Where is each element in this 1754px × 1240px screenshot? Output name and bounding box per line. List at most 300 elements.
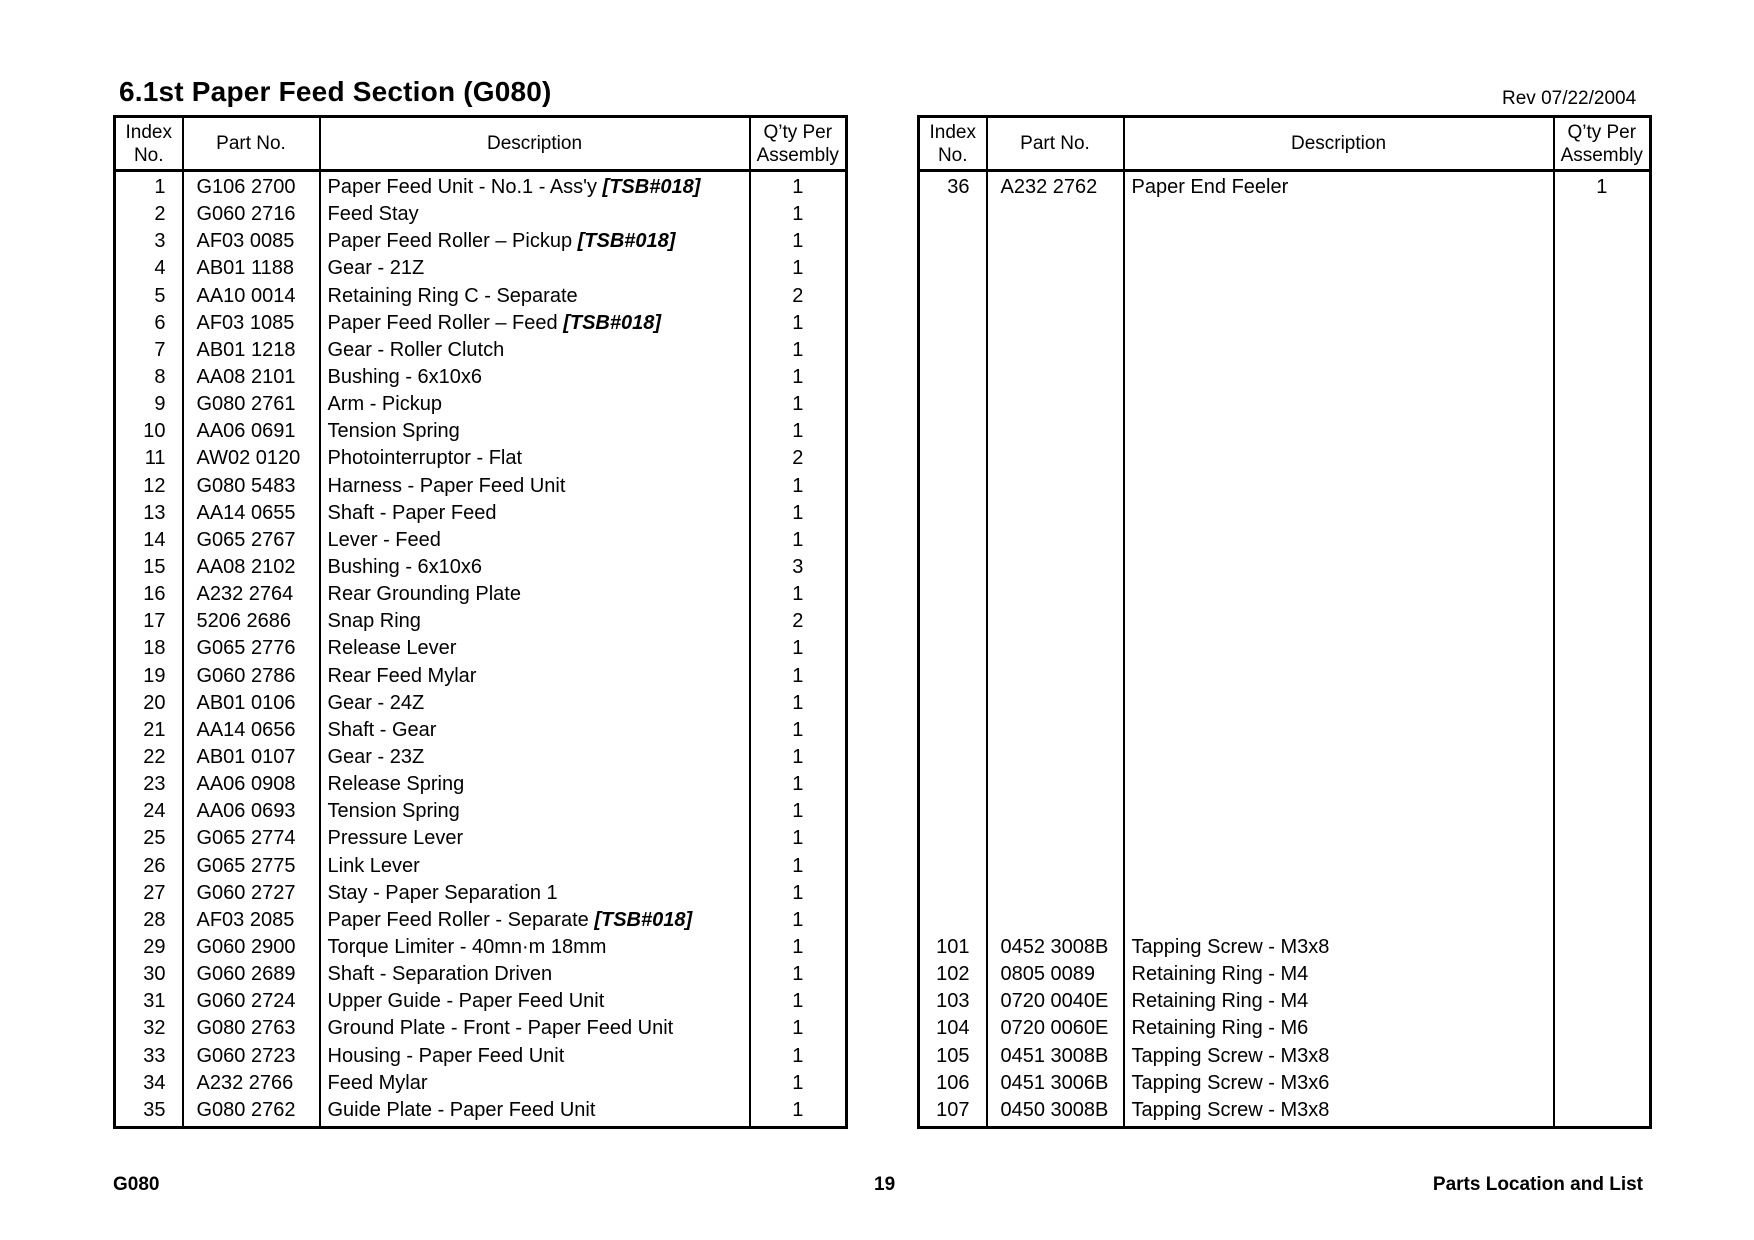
quantity-cell: 1 (750, 1015, 847, 1042)
part-number-cell (987, 527, 1124, 554)
table-row (115, 880, 847, 907)
quantity-cell (1554, 255, 1651, 282)
index-cell (919, 391, 987, 418)
part-number-cell (987, 771, 1124, 798)
description-cell (1124, 771, 1554, 798)
table-row (919, 391, 1651, 418)
description-cell (1124, 907, 1554, 934)
table-row (115, 337, 847, 364)
index-cell (919, 310, 987, 337)
quantity-cell (1554, 418, 1651, 445)
quantity-cell (1554, 825, 1651, 852)
description-text: Stay - Paper Separation 1 (327, 881, 558, 904)
index-cell: 21 (143, 718, 166, 741)
description-text: Rear Feed Mylar (327, 664, 477, 687)
description-cell (1124, 853, 1554, 880)
index-cell (919, 608, 987, 635)
index-cell: 16 (143, 583, 166, 606)
description-text: Retaining Ring - M4 (1131, 963, 1309, 986)
part-number-cell: G106 2700 (183, 171, 320, 202)
part-number-cell: 0451 3008B (987, 1043, 1124, 1070)
description-cell (1124, 337, 1554, 364)
description-cell (320, 364, 750, 391)
quantity-cell (1554, 201, 1651, 228)
quantity-cell: 2 (750, 445, 847, 472)
index-cell: 11 (144, 447, 166, 470)
description-text: Housing - Paper Feed Unit (327, 1044, 565, 1067)
revision-date: Rev 07/22/2004 (1502, 88, 1637, 109)
description-cell (1124, 934, 1554, 961)
table-row (919, 1043, 1651, 1070)
index-cell (919, 581, 987, 608)
index-cell: 2 (154, 203, 166, 226)
table-row (919, 500, 1651, 527)
part-number-cell: A232 2766 (183, 1070, 320, 1097)
description-cell (320, 934, 750, 961)
part-number-cell: AW02 0120 (183, 445, 320, 472)
table-row (919, 988, 1651, 1015)
description-cell (320, 717, 750, 744)
part-number-cell: 5206 2686 (183, 608, 320, 635)
quantity-cell (1554, 744, 1651, 771)
index-cell: 31 (143, 990, 166, 1013)
footer-page-number: 19 (874, 1174, 896, 1195)
index-cell: 14 (143, 528, 166, 551)
part-number-cell: G060 2716 (183, 201, 320, 228)
description-cell (1124, 961, 1554, 988)
table-row (919, 1070, 1651, 1097)
description-text: Arm - Pickup (327, 393, 442, 416)
quantity-cell: 1 (750, 690, 847, 717)
quantity-cell (1554, 554, 1651, 581)
description-text: Feed Stay (327, 203, 419, 226)
part-number-cell: AA06 0908 (183, 771, 320, 798)
quantity-cell: 1 (750, 825, 847, 852)
part-number-cell (987, 581, 1124, 608)
header-description: Description (1124, 117, 1554, 171)
quantity-cell: 1 (750, 717, 847, 744)
table-row (919, 1097, 1651, 1128)
part-number-cell: AF03 1085 (183, 310, 320, 337)
part-number-cell: 0720 0040E (987, 988, 1124, 1015)
part-number-cell (987, 635, 1124, 662)
description-text: Lever - Feed (327, 528, 441, 551)
description-cell (1124, 1043, 1554, 1070)
quantity-cell (1554, 961, 1651, 988)
index-cell (919, 418, 987, 445)
part-number-cell (987, 283, 1124, 310)
table-row (919, 690, 1651, 717)
part-number-cell (987, 310, 1124, 337)
table-row (919, 527, 1651, 554)
index-cell (919, 255, 987, 282)
part-number-cell: AF03 0085 (183, 228, 320, 255)
index-cell: 27 (143, 881, 166, 904)
quantity-cell: 2 (750, 283, 847, 310)
description-cell (320, 310, 750, 337)
description-text: Snap Ring (327, 610, 421, 633)
index-cell: 9 (154, 393, 166, 416)
table-row (115, 635, 847, 662)
description-text: Link Lever (327, 854, 420, 877)
description-cell (1124, 608, 1554, 635)
header-qty: Q’ty Per Assembly (750, 117, 847, 171)
index-cell (919, 527, 987, 554)
quantity-cell (1554, 364, 1651, 391)
description-cell (320, 201, 750, 228)
description-cell (1124, 880, 1554, 907)
part-number-cell (987, 418, 1124, 445)
part-number-cell: G065 2767 (183, 527, 320, 554)
quantity-cell (1554, 934, 1651, 961)
table-row (919, 201, 1651, 228)
table-row (115, 201, 847, 228)
table-row (919, 907, 1651, 934)
description-text: Paper Feed Roller – Pickup (327, 230, 578, 253)
part-number-cell: AA08 2102 (183, 554, 320, 581)
quantity-cell (1554, 690, 1651, 717)
description-cell (1124, 473, 1554, 500)
part-number-cell: AA14 0656 (183, 717, 320, 744)
table-row (919, 171, 1651, 202)
description-cell (1124, 364, 1554, 391)
part-number-cell: AB01 1188 (183, 255, 320, 282)
part-number-cell: 0450 3008B (987, 1097, 1124, 1128)
quantity-cell: 1 (750, 663, 847, 690)
table-row (919, 635, 1651, 662)
quantity-cell: 1 (750, 255, 847, 282)
index-cell (919, 473, 987, 500)
table-row (115, 310, 847, 337)
part-number-cell: G060 2724 (183, 988, 320, 1015)
parts-table-left (113, 115, 848, 1129)
index-cell: 106 (936, 1071, 970, 1094)
description-cell (1124, 201, 1554, 228)
table-header-row (115, 117, 847, 171)
index-cell: 20 (143, 691, 166, 714)
quantity-cell: 1 (750, 961, 847, 988)
quantity-cell: 1 (750, 391, 847, 418)
description-text: Paper Feed Roller - Separate (327, 908, 595, 931)
description-cell (320, 500, 750, 527)
description-cell (1124, 283, 1554, 310)
table-row (919, 1015, 1651, 1042)
part-number-cell: AA10 0014 (183, 283, 320, 310)
index-cell: 36 (947, 176, 970, 199)
index-cell: 104 (936, 1017, 970, 1040)
table-row (919, 364, 1651, 391)
index-cell (919, 771, 987, 798)
quantity-cell: 1 (750, 988, 847, 1015)
description-text: Paper End Feeler (1131, 176, 1289, 199)
index-cell (919, 635, 987, 662)
part-number-cell: G080 2761 (183, 391, 320, 418)
description-text: Shaft - Separation Driven (327, 963, 553, 986)
quantity-cell: 1 (750, 1097, 847, 1128)
index-cell: 7 (154, 338, 166, 361)
description-text: Upper Guide - Paper Feed Unit (327, 990, 605, 1013)
quantity-cell: 1 (750, 880, 847, 907)
description-text: Shaft - Gear (327, 718, 437, 741)
table-row (115, 663, 847, 690)
description-cell (1124, 418, 1554, 445)
quantity-cell (1554, 581, 1651, 608)
table-row (919, 473, 1651, 500)
description-cell (320, 228, 750, 255)
quantity-cell (1554, 391, 1651, 418)
description-cell (320, 798, 750, 825)
description-text: Bushing - 6x10x6 (327, 556, 483, 579)
table-row (919, 961, 1651, 988)
table-row (919, 744, 1651, 771)
table-row (919, 581, 1651, 608)
description-cell (320, 554, 750, 581)
description-cell (1124, 171, 1554, 202)
description-cell (320, 473, 750, 500)
description-text: Gear - 24Z (327, 691, 425, 714)
part-number-cell: A232 2762 (987, 171, 1124, 202)
description-text: Retaining Ring - M6 (1131, 1017, 1309, 1040)
index-cell: 102 (936, 963, 970, 986)
description-text: Retaining Ring - M4 (1131, 990, 1309, 1013)
quantity-cell (1554, 907, 1651, 934)
index-cell: 15 (143, 556, 166, 579)
tsb-reference: [TSB#018] (577, 230, 676, 253)
description-cell (320, 608, 750, 635)
description-text: Pressure Lever (327, 827, 464, 850)
table-row (115, 907, 847, 934)
quantity-cell (1554, 717, 1651, 744)
index-cell: 26 (143, 854, 166, 877)
description-text: Gear - 23Z (327, 746, 425, 769)
description-cell (320, 690, 750, 717)
part-number-cell (987, 445, 1124, 472)
index-cell: 6 (154, 311, 166, 334)
index-cell (919, 337, 987, 364)
quantity-cell (1554, 663, 1651, 690)
description-cell (320, 337, 750, 364)
description-cell (1124, 1097, 1554, 1128)
index-cell (919, 744, 987, 771)
description-cell (1124, 825, 1554, 852)
table-row (919, 663, 1651, 690)
table-row (115, 391, 847, 418)
quantity-cell: 1 (750, 853, 847, 880)
part-number-cell: AB01 1218 (183, 337, 320, 364)
quantity-cell (1554, 500, 1651, 527)
index-cell: 35 (143, 1098, 166, 1121)
part-number-cell: 0451 3006B (987, 1070, 1124, 1097)
part-number-cell: G065 2774 (183, 825, 320, 852)
part-number-cell (987, 825, 1124, 852)
quantity-cell: 1 (1554, 171, 1651, 202)
index-cell: 3 (154, 230, 166, 253)
part-number-cell: AB01 0107 (183, 744, 320, 771)
part-number-cell: G080 2763 (183, 1015, 320, 1042)
part-number-cell (987, 201, 1124, 228)
index-cell: 17 (143, 610, 166, 633)
part-number-cell: AA14 0655 (183, 500, 320, 527)
description-cell (320, 1043, 750, 1070)
description-text: Guide Plate - Paper Feed Unit (327, 1098, 596, 1121)
index-cell: 29 (143, 936, 166, 958)
part-number-cell: AA08 2101 (183, 364, 320, 391)
table-row (919, 337, 1651, 364)
quantity-cell (1554, 880, 1651, 907)
table-row (919, 554, 1651, 581)
part-number-cell (987, 798, 1124, 825)
table-row (115, 500, 847, 527)
part-number-cell (987, 255, 1124, 282)
index-cell: 12 (143, 474, 166, 497)
description-cell (320, 907, 750, 934)
description-cell (1124, 1015, 1554, 1042)
page-title: 6.1st Paper Feed Section (G080) (119, 76, 552, 107)
description-cell (1124, 527, 1554, 554)
header-description: Description (320, 117, 750, 171)
part-number-cell: 0720 0060E (987, 1015, 1124, 1042)
part-number-cell (987, 853, 1124, 880)
quantity-cell: 1 (750, 171, 847, 202)
description-cell (320, 961, 750, 988)
index-cell: 101 (936, 936, 970, 958)
description-cell (320, 635, 750, 662)
part-number-cell (987, 690, 1124, 717)
quantity-cell (1554, 1015, 1651, 1042)
table-row (115, 283, 847, 310)
index-cell (919, 201, 987, 228)
header-qty: Q’ty Per Assembly (1554, 117, 1651, 171)
quantity-cell (1554, 527, 1651, 554)
description-cell (320, 771, 750, 798)
index-cell: 24 (143, 800, 166, 823)
index-cell: 13 (143, 501, 166, 524)
description-cell (1124, 690, 1554, 717)
quantity-cell: 1 (750, 527, 847, 554)
table-row (115, 418, 847, 445)
table-row (115, 473, 847, 500)
description-cell (1124, 798, 1554, 825)
description-cell (320, 1097, 750, 1128)
quantity-cell: 1 (750, 581, 847, 608)
description-text: Gear - Roller Clutch (327, 338, 505, 361)
description-cell (1124, 581, 1554, 608)
description-cell (320, 880, 750, 907)
table-row (115, 255, 847, 282)
table-row (115, 364, 847, 391)
quantity-cell: 1 (750, 635, 847, 662)
tsb-reference: [TSB#018] (563, 311, 661, 334)
description-text: Feed Mylar (327, 1071, 428, 1094)
quantity-cell: 1 (750, 418, 847, 445)
quantity-cell (1554, 310, 1651, 337)
footer-model: G080 (113, 1174, 160, 1195)
description-cell (320, 663, 750, 690)
index-cell: 103 (936, 990, 970, 1013)
index-cell (919, 907, 987, 934)
quantity-cell: 1 (750, 1043, 847, 1070)
part-number-cell (987, 744, 1124, 771)
index-cell: 105 (936, 1044, 970, 1067)
index-cell (919, 228, 987, 255)
part-number-cell (987, 663, 1124, 690)
description-text: Shaft - Paper Feed (327, 501, 497, 524)
table-row (919, 798, 1651, 825)
quantity-cell (1554, 1070, 1651, 1097)
description-cell (1124, 1070, 1554, 1097)
index-cell: 34 (143, 1071, 166, 1094)
index-cell (919, 554, 987, 581)
quantity-cell (1554, 283, 1651, 310)
table-row (919, 283, 1651, 310)
footer-section: Parts Location and List (1432, 1174, 1643, 1195)
quantity-cell: 1 (750, 228, 847, 255)
description-cell (1124, 500, 1554, 527)
table-row (115, 445, 847, 472)
table-row (115, 825, 847, 852)
table-row (115, 1070, 847, 1097)
part-number-cell (987, 391, 1124, 418)
table-row (115, 690, 847, 717)
table-row (115, 717, 847, 744)
quantity-cell: 1 (750, 364, 847, 391)
description-cell (320, 988, 750, 1015)
description-text: Bushing - 6x10x6 (327, 366, 483, 389)
index-cell: 28 (143, 908, 166, 931)
quantity-cell: 1 (750, 201, 847, 228)
table-row (115, 744, 847, 771)
tsb-reference: [TSB#018] (602, 176, 701, 199)
quantity-cell: 1 (750, 310, 847, 337)
table-row (115, 1097, 847, 1128)
part-number-cell (987, 554, 1124, 581)
index-cell: 8 (154, 366, 166, 389)
description-text: Ground Plate - Front - Paper Feed Unit (327, 1017, 674, 1040)
index-cell: 18 (143, 637, 166, 660)
description-text: Release Lever (327, 637, 457, 660)
index-cell (919, 500, 987, 527)
description-text: Gear - 21Z (327, 257, 425, 280)
table-row (115, 961, 847, 988)
table-row (919, 880, 1651, 907)
quantity-cell: 3 (750, 554, 847, 581)
description-text: Tapping Screw - M3x6 (1131, 1071, 1330, 1094)
table-row (919, 445, 1651, 472)
description-text: Release Spring (327, 773, 465, 796)
description-cell (320, 1070, 750, 1097)
description-text: Tension Spring (327, 420, 460, 443)
quantity-cell: 1 (750, 798, 847, 825)
table-row (115, 853, 847, 880)
quantity-cell (1554, 635, 1651, 662)
table-row (919, 771, 1651, 798)
part-number-cell: G060 2786 (183, 663, 320, 690)
table-row (919, 608, 1651, 635)
description-text: Paper Feed Roller – Feed (327, 311, 564, 334)
part-number-cell: G065 2775 (183, 853, 320, 880)
description-cell (320, 1015, 750, 1042)
quantity-cell (1554, 337, 1651, 364)
quantity-cell: 1 (750, 907, 847, 934)
quantity-cell: 1 (750, 500, 847, 527)
quantity-cell: 1 (750, 934, 847, 961)
table-row (115, 1015, 847, 1042)
table-row (919, 717, 1651, 744)
index-cell: 107 (936, 1098, 970, 1121)
table-row (115, 1043, 847, 1070)
header-index: Index No. (115, 117, 183, 171)
part-number-cell (987, 500, 1124, 527)
